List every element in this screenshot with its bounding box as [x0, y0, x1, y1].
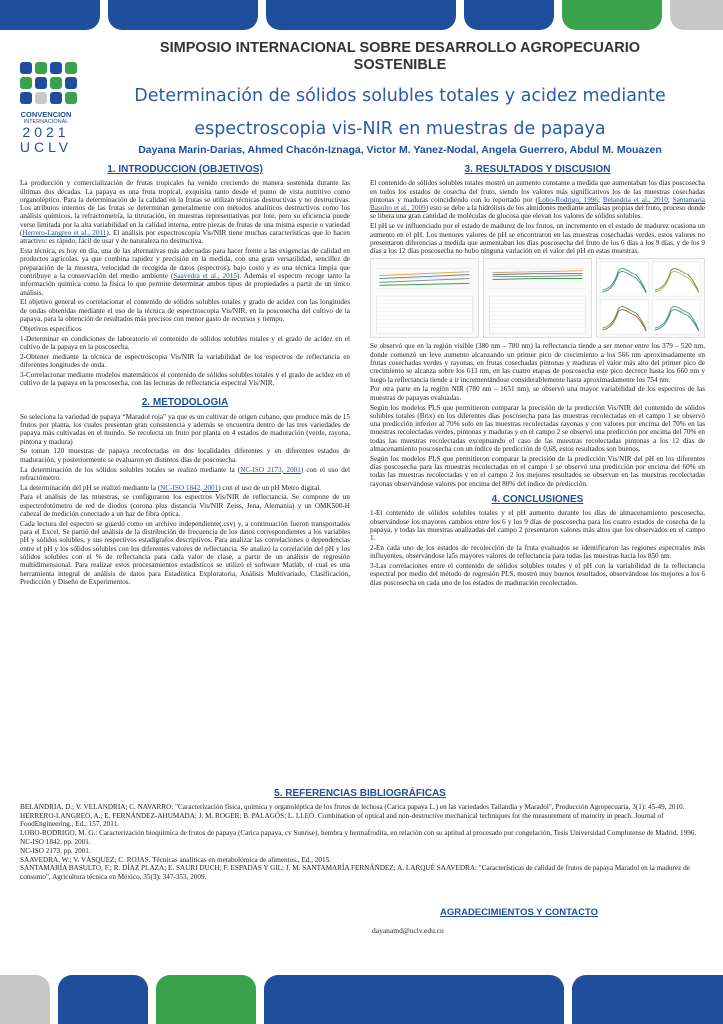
authors: Dayana Marin-Darias, Ahmed Chacón-Iznaga, Victor M. Yanez-Nodal, Angela Guerrero, Abdul M. Mouazen — [138, 144, 662, 156]
bottom-bar-grey — [0, 975, 50, 1024]
method-p5: Para el análisis de las muestras, se configuraron los espectros Vis/NIR de reflectancia. Se compone de un espectrofotómetro de red de diodos (corona plus distancia Vis/NIR Zeiss, Jena, Alemania) y un OMK500-H cabezal de medición conectado a un haz de fibra óptica. — [20, 493, 350, 518]
method-heading: 2. METODOLOGIA — [141, 397, 229, 409]
top-bar-blue-4 — [464, 0, 554, 30]
results-p3: Se observó que en la región visible (380 nm – 780 nm) la reflectancia tiende a ser menor entre los 379 – 520 nm, donde comenzó un leve aumento alcanzando un primer pico de crecimiento a los 566 nm aproximadamente en frutas cosechadas verdes y rayonas, en frutas cosechadas pintonas y maduras el valor más alto del primer pico de crecimiento se alcanza sobre los 613 nm, en las cuatro etapas de poscosecha este pico decrece hasta los 660 nm y luego la reflectancia tiende a ir incrementándose considerablemente hasta aproximadamente los 754 nm. — [370, 342, 705, 384]
conclusions-p1: 1-El contenido de sólidos solubles totales y el pH aumento durante los días de almacenamiento poscosecha, observándose los mayores cambios entre los 6 y los 9 días de poscosecha para los cuatro estados de cosecha de la papaya, y todas las muestras analizadas del campo 2 presentaron valores más altos que los observados en el campo 1. — [370, 509, 705, 543]
top-bar-green — [562, 0, 662, 30]
figure-brix-chart — [370, 258, 479, 338]
logo-line1: CONVENCION — [20, 110, 72, 119]
results-p1-sep-2: ; — [667, 195, 673, 204]
reference-item: LOBO-RODRIGO, M. G.: Caracterización bioquímica de frutos de papaya (Carica papaya, cv Sunrise), hembra y hermafrodita, en relación con su aptitud al procesado por congelación, Tesis Universidad Complutense de Madrid, 1996. — [20, 829, 697, 838]
results-p4: Por otra parte en la región NIR (780 nm – 1651 nm), se observó una mayor variabilidad de los espectros de las muestras de papayas evaluadas. — [370, 385, 705, 402]
reference-item: SAAVEDRA, W.; V. VÁSQUEZ; C. ROJAS. Técnicas analíticas en metabolómica de alimentos., Ed., 2015. — [20, 855, 331, 864]
intro-p2 — [20, 247, 350, 297]
figure-brix-svg — [371, 259, 478, 337]
results-heading: 3. RESULTADOS Y DISCUSION — [464, 164, 611, 175]
method-p3-tail: ) con el uso del refractómetro. — [20, 465, 350, 482]
method-p3 — [20, 466, 350, 483]
citation-nc-iso-2173[interactable]: NC-ISO 2173, 2001 — [240, 465, 301, 474]
bottom-bar-blue — [58, 975, 148, 1024]
logo-line4: UCLV — [19, 139, 73, 155]
method-p4 — [20, 484, 350, 492]
contact-email[interactable]: dayanamd@uclv.edu.cu — [372, 926, 444, 935]
results-p2: El pH se ve influenciado por el estado de madurez de los frutos, un incremento en el estado de madurez ocasiona un aumento en el pH. Los menores valores de pH se encontraron en las muestras cosechadas verdes, estos valores no presentaron diferencias a medida que aumentaban los días poscosecha del fruto de los 6 días a los 9 días, y de los 9 días a los 12 días poscosecha no hubo ninguna variación en el valor del pH en estas muestras. — [370, 222, 705, 256]
conclusions-p2: 2-En cada uno de los estados de recolección de la fruta evaluados se identificaron las regiones espectrales más influyentes, observándose la5s mayores valores de reflectancia para todas las muestras hacia los 850 nm. — [370, 544, 705, 561]
symposium-line2: SOSTENIBLE — [353, 57, 447, 73]
citation-saavedra[interactable]: Saavedra et al., 2015 — [173, 272, 237, 281]
acknowledgements-heading: AGRADECIMIENTOS Y CONTACTO — [440, 907, 598, 918]
results-p1-sep: ; — [598, 195, 603, 204]
intro-p1 — [20, 179, 350, 245]
conclusions-p3: 3-Las correlaciones entre el contenido de sólidos solubles totales y el pH con la variabilidad de la reflectancia espectral por medio del método de regresión PLS, mostró muy buenos resultados, observándose los mejores a los 6 días poscosecha en cada uno de los estados de maduración recolectados. — [370, 562, 705, 587]
method-p4-tail: ) con el uso de un pH Metro digital. — [218, 483, 322, 492]
top-bar-blue-2 — [108, 0, 258, 30]
left-column — [20, 166, 350, 588]
convention-logo — [14, 62, 78, 155]
method-p2: Se toman 120 muestras de papaya recolectadas en dos localidades diferentes y en diferentes estados de maduración, y posteriormente se evaluaron en distintos días de poscosecha. — [20, 447, 350, 464]
results-p1 — [370, 179, 705, 220]
top-bar-blue — [0, 0, 100, 30]
method-p4-text: La determinación del pH se realizó mediante la ( — [20, 483, 161, 492]
intro-p2-text: Esta técnica, es hoy en día, una de las alternativas más adecuadas para hacer frente a las exigencias de calidad en productos agrícolas, ya que combina rapidez y precisión en la medida, con una gran versatilidad, sencillez de preparación de la muestra, velocidad de recogida de datos (espectros), bajo costo y es una técnica limpia que contribuye a la conservación del medio ambiente ( — [20, 247, 350, 281]
reference-item: BELANDRIA, D.; V. VELANDRIA; C. NAVARRO: "Caracterización física, química y organoléptica de los frutos de lechosa (Carica papaya L.) en las variedades Tailandia y Maradol", Producción Agropecuaria, 3(1): 45-49, 2010. — [20, 803, 685, 812]
conclusions-heading: 4. CONCLUSIONES — [491, 494, 584, 506]
results-p5: Según los modelos PLS que permitieron comparar la precisión de la predicción Vis/NIR del contenido de sólidos solubles totales (Brix) en los diferentes días poscosecha para las muestras recolectadas en el campo 1 se observó una predicción inferior al 70% solo en las muestras recolectadas rayonas y con valores por encima del 70% en las muestras recolectadas verdes, pintonas y maduras y en el campo 2 se observó una predicción por encima del 70% en todas las muestras recolectadas exceptuando el caso de las muestras recolectadas pintonas a los 12 días de almacenamiento poscosecha con un índice de predicción de 0,68, estos resultados son buenos. — [370, 403, 705, 454]
results-figures — [370, 258, 705, 338]
figure-ph-svg — [484, 259, 591, 337]
bottom-bar-blue-3 — [572, 975, 723, 1024]
logo-mark — [20, 62, 78, 104]
reference-item: NC-ISO 2173. pp. 2001. — [20, 846, 91, 855]
top-bar-blue-3 — [266, 0, 456, 30]
bottom-bar-green — [156, 975, 256, 1024]
symposium-line1: SIMPOSIO INTERNACIONAL SOBRE DESARROLLO AGROPECUARIO — [159, 40, 641, 56]
method-p3-text: La determinación de los sólidos solubles totales se realizó mediante la ( — [20, 465, 241, 474]
intro-p5: 1-Determinar en condiciones de laboratorio el contenido de sólidos solubles totales y el grado de acidez en el cultivo de la papaya en la poscosecha. — [20, 334, 350, 351]
reference-item: SANTAMARÍA BASULTO, F.; R. DÍAZ PLAZA; E. SAURI DUCH; F. ESPADAS Y GIL; J. M. SANTAMARÍA FERNÁNDEZ; A. LARQUÉ SAAVEDRA: "Características de calidad de frutos de papaya Maradol en la madurez de consumo", Agricultura técnica en México, 35(3): 347-353, 2009. — [20, 864, 690, 881]
intro-p3: El objetivo general es correlacionar el contenido de sólidos solubles totales y grado de acidez con las longitudes de ondas obtenidas mediante el uso de la técnica de espectroscopia Vis/NIR, en la poscosecha del cultivo de la papaya, para la obtención de resultados más precisos con menor gasto de recursos y tiempo. — [20, 298, 350, 324]
results-p6: Según los modelos PLS que permitieron comparar la precisión de la predicción Vis/NIR del pH en los diferentes días poscosecha para las muestras recolectadas en el campo 1 se observó una predicción por encima del 60% en todas las muestras recolectadas y en el campo 2 los mejores resultados se observan en las muestras recolectadas rayonas observándose valores por encima del 80% del índice de predicción. — [370, 454, 705, 488]
logo-line3: 2021 — [22, 124, 70, 140]
figure-spectra-grid — [596, 258, 705, 338]
citation-herrero[interactable]: Herrero-Langreo et al., 2011 — [22, 229, 107, 238]
citation-lobo[interactable]: Lobo-Rodrigo, 1996 — [537, 195, 599, 204]
citation-santamaria[interactable]: Santamaría Basulto et al., 2009 — [370, 195, 706, 213]
results-p1-tail: ) esto se debe a la hidrólisis de los almidones mediante amilasas propias del fruto, proceso donde se libera una gran cantidad de moléculas de glucosa que elevan los valores de sólidos solubles. — [370, 204, 706, 221]
paper-title-line1: Determinación de sólidos solubles totales y acidez mediante — [134, 86, 666, 106]
bottom-bar-blue-2 — [264, 975, 564, 1024]
citation-belandria[interactable]: Belandria et al., 2010 — [602, 195, 668, 204]
intro-p4: Objetivos específicos — [20, 324, 82, 333]
right-column — [370, 166, 705, 588]
intro-heading: 1. INTRODUCCION (OBJETIVOS) — [107, 164, 263, 175]
method-p1: Se seleciona la variedad de papaya “Maradol roja” ya que es un cultivar de origen cubano, que produce más de 15 frutos por planta, los cuales presentan gran consistencia y además se encuentra dentro de las tres variedades de papaya más cultivadas en el mundo. Se recolecta un fruto por planta en 4 estados de maduración (verde, rayona, pintona y madura) — [20, 412, 350, 446]
reference-item: HERRERO-LANGREO, A.; E. FERNÁNDEZ-AHUMADA; J. M. ROGER; B. PALAGÓS; L. LLEÓ. Combination of optical and non-destructive mechanical techniques for the measurement of maturity in peach. Journal of FoodEngineering., Ed., 157, 2011. — [20, 812, 664, 829]
logo-line2: INTERNACIONAL — [23, 119, 69, 125]
intro-p1-tail: ). El análisis por espectroscopia Vis/NIR tiene muchas características que lo hacen atractivo: es rápido, fácil de usar y de naturaleza no destructiva. — [20, 229, 351, 246]
intro-p6: 2-Obtener mediante la técnica de espectroscopia Vis/NIR la variabilidad de los espectros de reflectancia en diferentes longitudes de onda. — [20, 352, 350, 370]
reference-item: NC-ISO 1842. pp. 2001. — [20, 837, 91, 846]
citation-nc-iso-1842[interactable]: NC-ISO 1842, 2001 — [160, 483, 219, 492]
top-bar-grey — [670, 0, 723, 30]
intro-p2-tail: ). Además el espectro recoge tanto la información química como la física lo que permite determinar ambos tipos de propiedades a partir de un único análisis. — [20, 272, 350, 297]
results-p1-text: El contenido de sólidos solubles totales mostró un aumento constante a medida que aumentaban los días poscosecha en todos los estados de cosecha del fruto, siendo los valores más significativos los de las muestras cosechadas pintonas y maduras coincidiendo con lo reportado por ( — [370, 179, 705, 204]
figure-ph-chart — [483, 258, 592, 338]
intro-p1-text: La producción y comercialización de frutas tropicales ha venido creciendo de manera sostenida durante las últimas dos décadas. La papaya es una fruta tropical, exquisita tanto desde el punto de vista nutritivo como organoléptico. Para la determinación de la calidad en la frutas se utilizan técnicas destructivas y no destructivas. Los atributos internos de las frutas se determinan generalmente con métodos analíticos destructivos como los análisis químicos, la refractometría, la titruración, en muestras representativas por lote, pero su eficiencia puede verse limitada por la alta variabilidad en la calidad interna, entre piezas de frutas de una misma especie o variedad ( — [20, 179, 350, 238]
figure-spectra-svg — [597, 259, 704, 337]
references-heading: 5. REFERENCIAS BIBLIOGRÁFICAS — [274, 788, 446, 799]
method-p6: Cada lectura del espectro se guardó como un archivo independiente(.csv) y, a continuación fueron transportados para el Excel. Se partió del análisis de la distribución de frecuencia de los datos correspondientes a los variables pH y sólidos solubles, y sus respectivos estadígrafos descriptivos. Para analizar las correlaciones o dependencias entre el pH y los sólidos solubles con los diferentes valores de reflectancia. Se analizó la correlación del pH y los sólidos solubles con el % de reflectancia para cada valor de clase, a partir de un análisis de regresión multidimensional. Para realizar estos procesamientos estadísticos se utilizó el software Matlab, el cual es una herramienta integral de análisis de datos para Estadística Exploratoria, Análisis Multivariado, Clasificación, Predicción y Diseño de Experimentos. — [20, 519, 350, 586]
poster-header — [100, 40, 700, 156]
paper-title-line2: espectroscopia vis-NIR en muestras de papaya — [194, 119, 606, 139]
references-section — [20, 790, 700, 881]
intro-p7: 3-Correlacionar mediante modelos matemáticos el contenido de sólidos solubles totales y el grado de acidez en el cultivo de la papaya en la poscosecha, con las lecturas de reflectancia espectral Vis/NIR. — [20, 370, 350, 388]
